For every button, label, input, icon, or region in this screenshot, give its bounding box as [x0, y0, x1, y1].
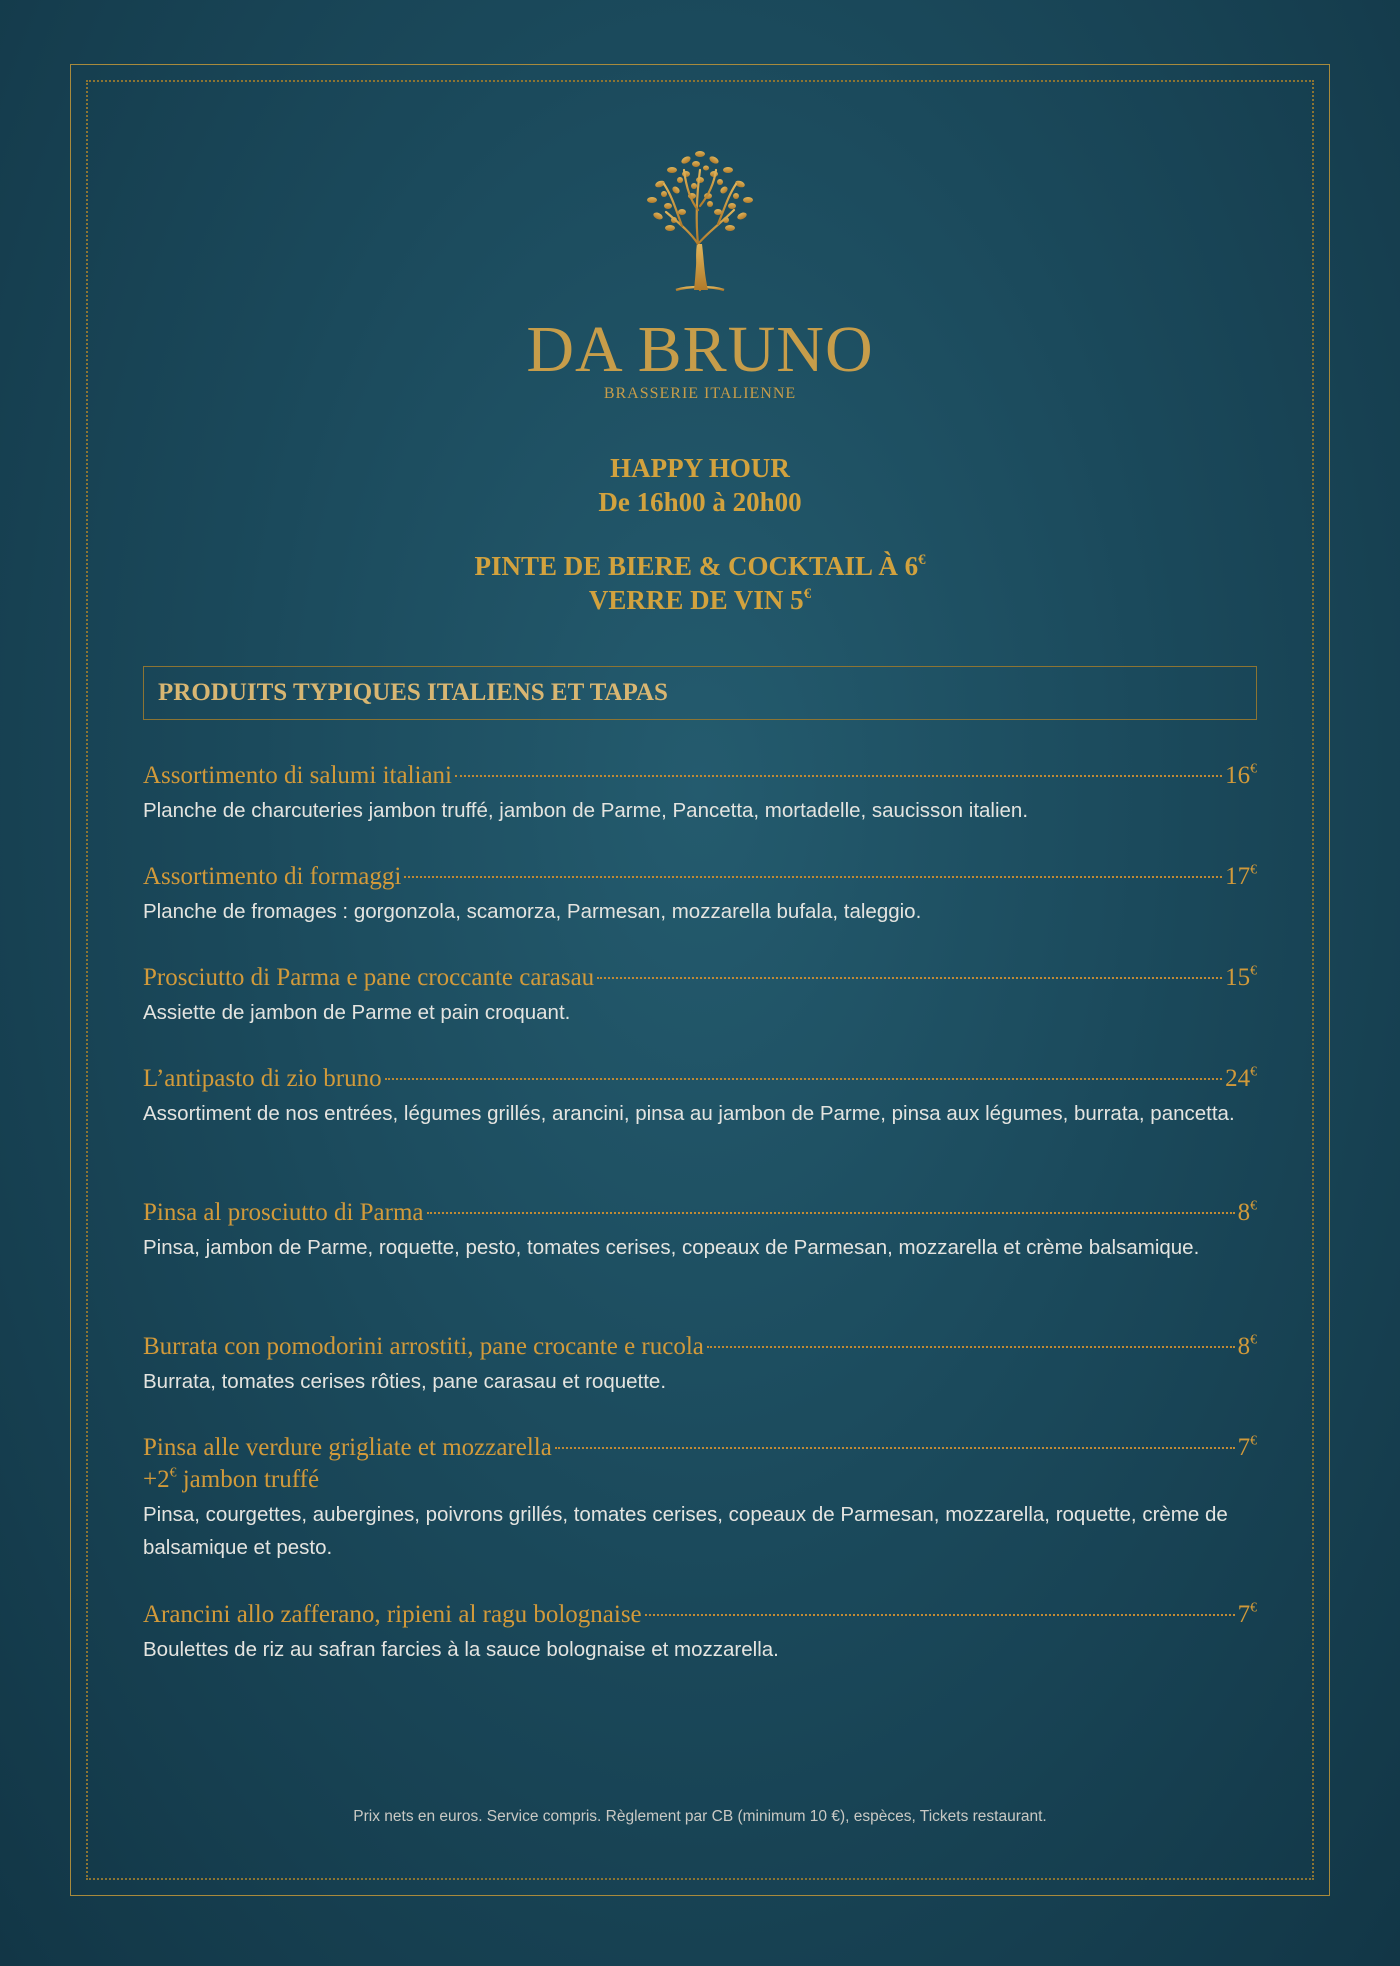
item-description: Assortiment de nos entrées, légumes grillés, arancini, pinsa au jambon de Parme, pinsa aux légumes, burrata, pancetta. — [143, 1102, 1235, 1125]
item-price: 7€ — [1237, 1599, 1257, 1628]
olive-tree-icon — [636, 140, 764, 300]
section-title: PRODUITS TYPIQUES ITALIENS ET TAPAS — [143, 666, 1257, 720]
item-description: Boulettes de riz au safran farcies à la sauce bolognaise et mozzarella. — [143, 1638, 779, 1661]
happy-hour-title: HAPPY HOUR — [610, 453, 790, 483]
item-name: Pinsa alle verdure grigliate et mozzarella — [143, 1434, 552, 1461]
brand-name: DA BRUNO — [526, 313, 874, 386]
menu-item — [143, 1333, 1257, 1398]
menu-item — [143, 1199, 1257, 1264]
menu-item — [143, 1434, 1257, 1564]
item-name: L’antipasto di zio bruno — [143, 1065, 382, 1092]
item-price: 17€ — [1225, 861, 1257, 890]
item-price: 8€ — [1237, 1197, 1257, 1226]
brand-subtitle: BRASSERIE ITALIENNE — [603, 385, 797, 402]
item-description: Pinsa, courgettes, aubergines, poivrons grillés, tomates cerises, copeaux de Parmesan, mozzarella, roquette, crème de balsamique et pesto. — [143, 1503, 1228, 1559]
item-price: 24€ — [1225, 1063, 1257, 1092]
item-name: Arancini allo zafferano, ripieni al ragu bolognaise — [143, 1601, 642, 1628]
menu-item — [143, 1065, 1257, 1130]
menu-item — [143, 1601, 1257, 1666]
item-name: Assortimento di salumi italiani — [143, 762, 452, 789]
menu-item — [143, 964, 1257, 1029]
item-description: Planche de charcuteries jambon truffé, jambon de Parme, Pancetta, mortadelle, saucisson italien. — [143, 799, 1029, 822]
happy-hour-hours: De 16h00 à 20h00 — [598, 487, 802, 517]
item-price: 15€ — [1225, 962, 1257, 991]
item-extra-option: +2€ jambon truffé — [143, 1464, 320, 1493]
logo — [0, 140, 1400, 300]
item-price: 8€ — [1237, 1331, 1257, 1360]
item-description: Pinsa, jambon de Parme, roquette, pesto, tomates cerises, copeaux de Parmesan, mozzarella et crème balsamique. — [143, 1236, 1200, 1259]
item-description: Assiette de jambon de Parme et pain croquant. — [143, 1001, 571, 1024]
item-price: 16€ — [1225, 760, 1257, 789]
footer-note: Prix nets en euros. Service compris. Règlement par CB (minimum 10 €), espèces, Tickets restaurant. — [353, 1808, 1047, 1825]
menu-item — [143, 863, 1257, 928]
item-description: Burrata, tomates cerises rôties, pane carasau et roquette. — [143, 1370, 667, 1393]
item-name: Pinsa al prosciutto di Parma — [143, 1199, 424, 1226]
item-price: 7€ — [1237, 1432, 1257, 1461]
item-name: Prosciutto di Parma e pane croccante carasau — [143, 964, 595, 991]
item-description: Planche de fromages : gorgonzola, scamorza, Parmesan, mozzarella bufala, taleggio. — [143, 900, 922, 923]
happy-hour-offer-wine: VERRE DE VIN 5€ — [588, 585, 812, 615]
item-name: Assortimento di formaggi — [143, 863, 402, 890]
happy-hour-offer-beer: PINTE DE BIERE & COCKTAIL À 6€ — [474, 551, 926, 581]
menu-item — [143, 762, 1257, 827]
item-name: Burrata con pomodorini arrostiti, pane crocante e rucola — [143, 1333, 704, 1360]
